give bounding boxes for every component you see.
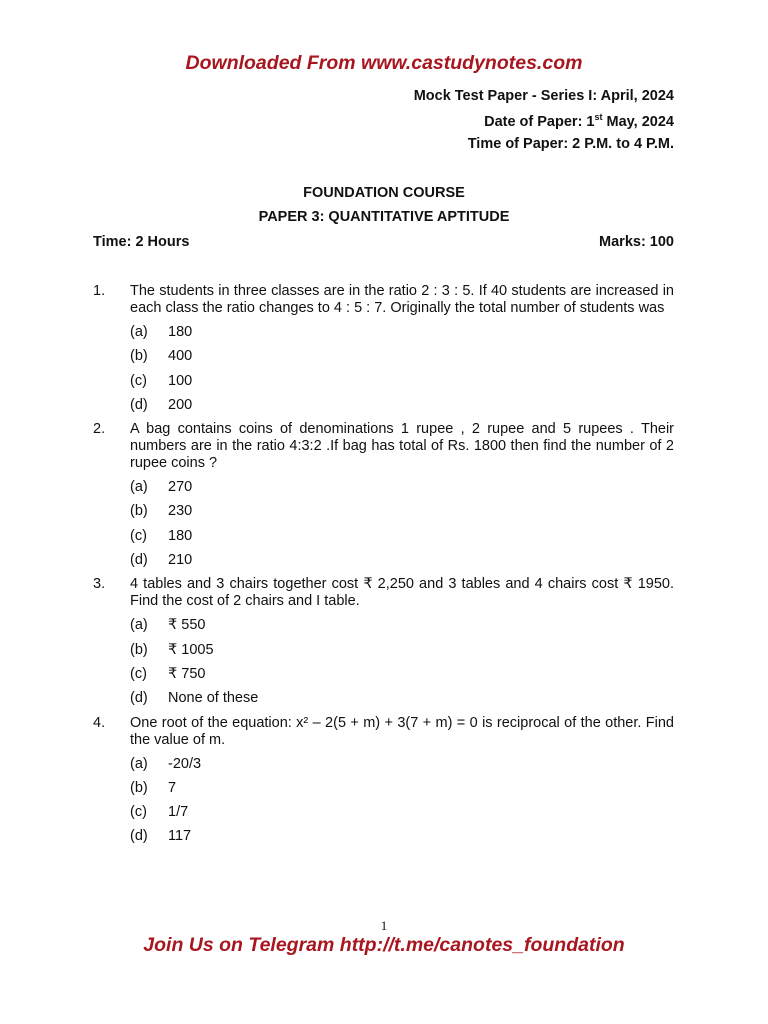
question-text: The students in three classes are in the ratio 2 : 3 : 5. If 40 students are increased in each class the ratio changes to 4 : 5 : 7. Originally the total number of students was (130, 283, 674, 316)
date-suffix: May, 2024 (602, 113, 674, 130)
option-label: (b) (130, 503, 148, 520)
option-label: (c) (130, 665, 147, 682)
option-label: (c) (130, 372, 147, 389)
option-label: (d) (130, 396, 148, 413)
option-label: (c) (130, 804, 147, 821)
option-text: 400 (168, 348, 193, 365)
option (130, 642, 674, 666)
question (93, 576, 674, 610)
duration: Time: 2 Hours (93, 234, 190, 250)
option-label: (b) (130, 641, 148, 658)
option-label: (a) (130, 479, 148, 496)
question-text: A bag contains coins of denominations 1 rupee , 2 rupee and 5 rupees . Their numbers are in the ratio 4:3:2 .If bag has total of Rs. 1800 then find the number of 2 rupee coins ? (130, 421, 674, 472)
question-block (93, 283, 674, 421)
option-text: 1/7 (168, 804, 189, 821)
option-text: 230 (168, 503, 193, 520)
option (130, 756, 674, 780)
option-text: 210 (168, 552, 193, 569)
option-list (130, 756, 674, 853)
option-list (130, 479, 674, 576)
option-text: 270 (168, 479, 193, 496)
date-superscript: st (594, 112, 603, 122)
question-block (93, 421, 674, 576)
question (93, 283, 674, 317)
option-list (130, 324, 674, 421)
option (130, 617, 674, 641)
course-title: FOUNDATION COURSE (303, 185, 465, 201)
option (130, 397, 674, 421)
series-info: Mock Test Paper - Series I: April, 2024 (413, 88, 674, 104)
option (130, 348, 674, 372)
option-label: (d) (130, 828, 148, 845)
option (130, 666, 674, 690)
option (130, 690, 674, 714)
question-block (93, 715, 674, 853)
option-text: 100 (168, 372, 193, 389)
option-list (130, 617, 674, 714)
telegram-banner[interactable]: Join Us on Telegram http://t.me/canotes_foundation (143, 934, 625, 956)
option-text: 180 (168, 324, 193, 340)
option-text: 200 (168, 396, 193, 413)
option (130, 503, 674, 527)
question (93, 715, 674, 749)
time-marks-row (93, 234, 674, 250)
option-text: 7 (168, 779, 177, 796)
option-text: 117 (168, 828, 192, 845)
option (130, 479, 674, 503)
option-text: None of these (168, 690, 259, 707)
date-of-paper (484, 112, 674, 130)
date-prefix: Date of Paper: 1 (484, 113, 595, 130)
question-number: 3. (93, 576, 106, 593)
question-number: 2. (93, 421, 106, 438)
question-block (93, 576, 674, 714)
option-label: (a) (130, 324, 148, 340)
option-label: (d) (130, 690, 148, 707)
option (130, 528, 674, 552)
option-text: ₹ 750 (168, 665, 206, 682)
time-of-paper: Time of Paper: 2 P.M. to 4 P.M. (467, 136, 674, 152)
question-text: One root of the equation: x² – 2(5 + m) + 3(7 + m) = 0 is reciprocal of the other. Find the value of m. (130, 714, 674, 748)
option-text: 180 (168, 527, 193, 544)
option (130, 552, 674, 576)
option-label: (c) (130, 527, 147, 544)
question (93, 421, 674, 472)
option (130, 828, 674, 852)
option (130, 373, 674, 397)
option (130, 804, 674, 828)
option-text: ₹ 1005 (168, 641, 214, 658)
question-number: 4. (93, 714, 106, 731)
option-label: (a) (130, 617, 148, 634)
option (130, 324, 674, 348)
question-list (93, 283, 674, 853)
option-label: (a) (130, 755, 148, 772)
paper-title: PAPER 3: QUANTITATIVE APTITUDE (258, 209, 510, 225)
option-label: (d) (130, 552, 148, 569)
question-text: 4 tables and 3 chairs together cost ₹ 2,250 and 3 tables and 4 chairs cost ₹ 1950. Find the cost of 2 chairs and I table. (130, 576, 674, 610)
option-label: (b) (130, 348, 148, 365)
download-banner[interactable]: Downloaded From www.castudynotes.com (185, 52, 583, 74)
option (130, 780, 674, 804)
option-text: ₹ 550 (168, 617, 206, 634)
option-text: -20/3 (168, 755, 202, 772)
page-number: 1 (380, 918, 388, 933)
option-label: (b) (130, 779, 148, 796)
question-number: 1. (93, 283, 106, 299)
total-marks: Marks: 100 (599, 234, 674, 250)
